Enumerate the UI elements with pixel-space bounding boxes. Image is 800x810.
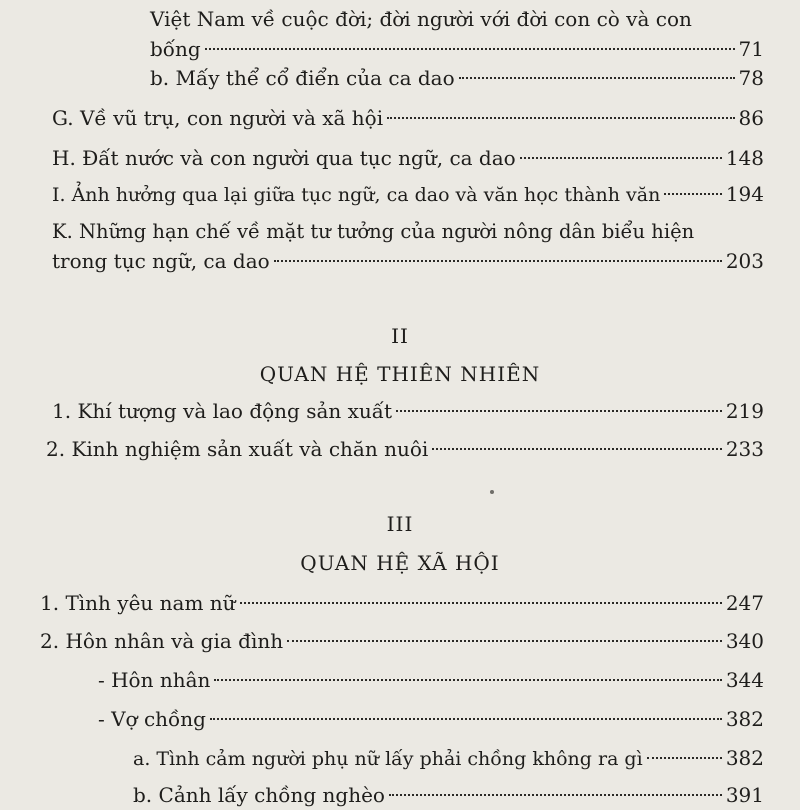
toc-entry	[133, 780, 764, 810]
dot-leader	[396, 410, 722, 412]
dot-leader	[664, 193, 721, 195]
toc-entry-page: 78	[738, 66, 764, 90]
toc-entry-label: 2. Hôn nhân và gia đình	[40, 629, 284, 653]
dot-leader	[520, 157, 722, 159]
dot-leader	[240, 602, 722, 604]
toc-entry-label: - Vợ chồng	[98, 707, 206, 731]
toc-entry	[52, 396, 764, 426]
toc-entry	[46, 434, 764, 464]
toc-entry-page: 203	[725, 249, 764, 273]
dot-leader	[210, 718, 722, 720]
toc-entry-page: 340	[725, 629, 764, 653]
toc-entry-page: 344	[725, 668, 764, 692]
toc-entry-page: 86	[738, 106, 764, 130]
dot-leader	[432, 448, 722, 450]
toc-entry-page: 391	[725, 783, 764, 807]
toc-entry	[52, 143, 764, 173]
toc-entry-continued-line: Việt Nam về cuộc đời; đời người với đời con cò và con	[150, 7, 692, 31]
toc-entry-label: trong tục ngữ, ca dao	[52, 249, 270, 273]
toc-entry	[40, 626, 764, 656]
toc-entry-label: H. Đất nước và con người qua tục ngữ, ca dao	[52, 146, 516, 170]
dot-leader	[214, 679, 721, 681]
toc-entry-page: 71	[738, 37, 764, 61]
toc-entry-label: 1. Tình yêu nam nữ	[40, 591, 236, 615]
toc-entry	[52, 179, 764, 209]
toc-entry	[40, 588, 764, 618]
dot-leader	[459, 77, 735, 79]
toc-entry	[52, 246, 764, 276]
section-title: QUAN HỆ THIÊN NHIÊN	[259, 362, 541, 386]
toc-entry	[98, 665, 764, 695]
toc-entry-page: 194	[725, 182, 764, 206]
toc-entry-label: G. Về vũ trụ, con người và xã hội	[52, 106, 384, 130]
toc-entry-label: b. Cảnh lấy chồng nghèo	[133, 783, 385, 807]
dot-leader	[389, 794, 722, 796]
toc-entry	[98, 704, 764, 734]
toc-entry	[133, 743, 764, 773]
section-numeral: II	[391, 324, 409, 348]
dot-leader	[647, 757, 722, 759]
toc-entry-label: - Hôn nhân	[98, 668, 211, 692]
section-numeral: III	[386, 512, 414, 536]
toc-entry-label: b. Mấy thể cổ điển của ca dao	[150, 66, 455, 90]
toc-entry	[150, 63, 764, 93]
section-title: QUAN HỆ XÃ HỘI	[300, 551, 500, 575]
toc-entry-page: 247	[725, 591, 764, 615]
dot-leader	[387, 117, 734, 119]
toc-entry-page: 148	[725, 146, 764, 170]
toc-entry-k-line: K. Những hạn chế về mặt tư tưởng của người nông dân biểu hiện	[52, 220, 695, 243]
dot-leader	[274, 260, 722, 262]
toc-entry-continued	[150, 34, 764, 64]
toc-entry-label: 2. Kinh nghiệm sản xuất và chăn nuôi	[46, 437, 429, 461]
toc-entry-page: 233	[725, 437, 764, 461]
print-speck	[490, 490, 494, 494]
toc-entry-label: 1. Khí tượng và lao động sản xuất	[52, 399, 393, 423]
dot-leader	[205, 48, 735, 50]
toc-entry-label: a. Tình cảm người phụ nữ lấy phải chồng không ra gì	[133, 748, 643, 770]
toc-entry-label: I. Ảnh hưởng qua lại giữa tục ngữ, ca dao và văn học thành văn	[52, 184, 661, 206]
toc-entry-page: 382	[725, 746, 764, 770]
dot-leader	[287, 640, 722, 642]
toc-entry-label: bống	[150, 37, 201, 61]
toc-entry	[52, 103, 764, 133]
toc-entry-page: 219	[725, 399, 764, 423]
toc-entry-page: 382	[725, 707, 764, 731]
